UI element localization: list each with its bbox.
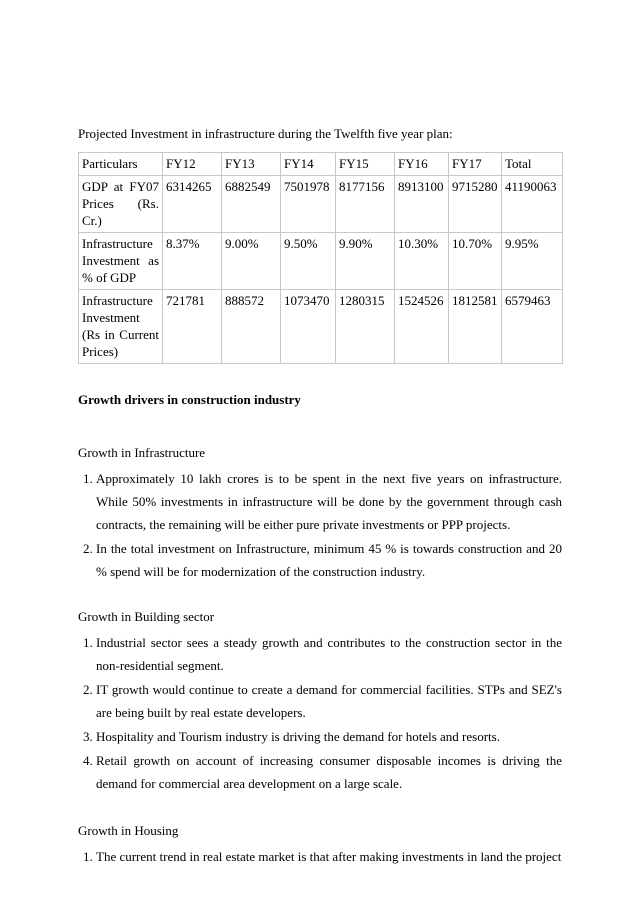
list-item: 4. Retail growth on account of increasing consumer disposable incomes is driving the demand for commercial area development on a large scale.	[96, 749, 562, 795]
section-title: Growth drivers in construction industry	[78, 392, 301, 407]
table-cell: 9.95%	[502, 233, 563, 290]
table-cell: 9.00%	[222, 233, 281, 290]
table-cell: 9.90%	[336, 233, 395, 290]
table-cell: 8913100	[395, 176, 449, 233]
table-row	[79, 290, 563, 364]
header-cell: Particulars	[79, 153, 163, 176]
header-cell: FY17	[449, 153, 502, 176]
table-header-row	[79, 153, 563, 176]
subheading-building-sector: Growth in Building sector	[78, 609, 215, 624]
list-item: 1. Approximately 10 lakh crores is to be spent in the next five years on infrastructure. While 50% investments in infrastructure will be done by the government through cash contracts, the remaining will be either pure private investments or PPP projects.	[96, 467, 562, 536]
table-caption: Projected Investment in infrastructure during the Twelfth five year plan:	[78, 126, 453, 141]
table-cell: 6579463	[502, 290, 563, 364]
table-cell: 1073470	[281, 290, 336, 364]
list-item: 1. The current trend in real estate market is that after making investments in land the project	[96, 845, 562, 868]
table-cell: 8177156	[336, 176, 395, 233]
table-row	[79, 233, 563, 290]
list-item: 2. In the total investment on Infrastructure, minimum 45 % is towards construction and 20 % spend will be for modernization of the construction industry.	[96, 537, 562, 583]
table-cell: 10.70%	[449, 233, 502, 290]
header-cell: FY16	[395, 153, 449, 176]
table-cell: 10.30%	[395, 233, 449, 290]
list-item: 1. Industrial sector sees a steady growth and contributes to the construction sector in the non-residential segment.	[96, 631, 562, 677]
table-row	[79, 176, 563, 233]
header-cell: FY14	[281, 153, 336, 176]
table-cell: 9.50%	[281, 233, 336, 290]
table-cell: 721781	[163, 290, 222, 364]
document-page	[78, 125, 562, 869]
table-cell: 1280315	[336, 290, 395, 364]
table-cell: 41190063	[502, 176, 563, 233]
table-cell: 6314265	[163, 176, 222, 233]
infrastructure-list	[78, 467, 562, 583]
table-cell: 1812581	[449, 290, 502, 364]
header-cell: FY15	[336, 153, 395, 176]
header-cell: FY13	[222, 153, 281, 176]
subheading-infrastructure: Growth in Infrastructure	[78, 445, 206, 460]
table-cell: 8.37%	[163, 233, 222, 290]
list-item: 3. Hospitality and Tourism industry is driving the demand for hotels and resorts.	[96, 725, 562, 748]
table-cell: Infrastructure Investment (Rs in Current Prices)	[79, 290, 163, 364]
investment-table	[78, 152, 563, 364]
table-cell: 6882549	[222, 176, 281, 233]
subheading-housing: Growth in Housing	[78, 823, 179, 838]
housing-list	[78, 845, 562, 868]
list-item: 2. IT growth would continue to create a demand for commercial facilities. STPs and SEZ's are being built by real estate developers.	[96, 678, 562, 724]
table-cell: 888572	[222, 290, 281, 364]
table-cell: GDP at FY07 Prices (Rs. Cr.)	[79, 176, 163, 233]
header-cell: FY12	[163, 153, 222, 176]
table-cell: 7501978	[281, 176, 336, 233]
table-cell: Infrastructure Investment as % of GDP	[79, 233, 163, 290]
table-cell: 9715280	[449, 176, 502, 233]
table-cell: 1524526	[395, 290, 449, 364]
building-sector-list	[78, 631, 562, 795]
header-cell: Total	[502, 153, 563, 176]
